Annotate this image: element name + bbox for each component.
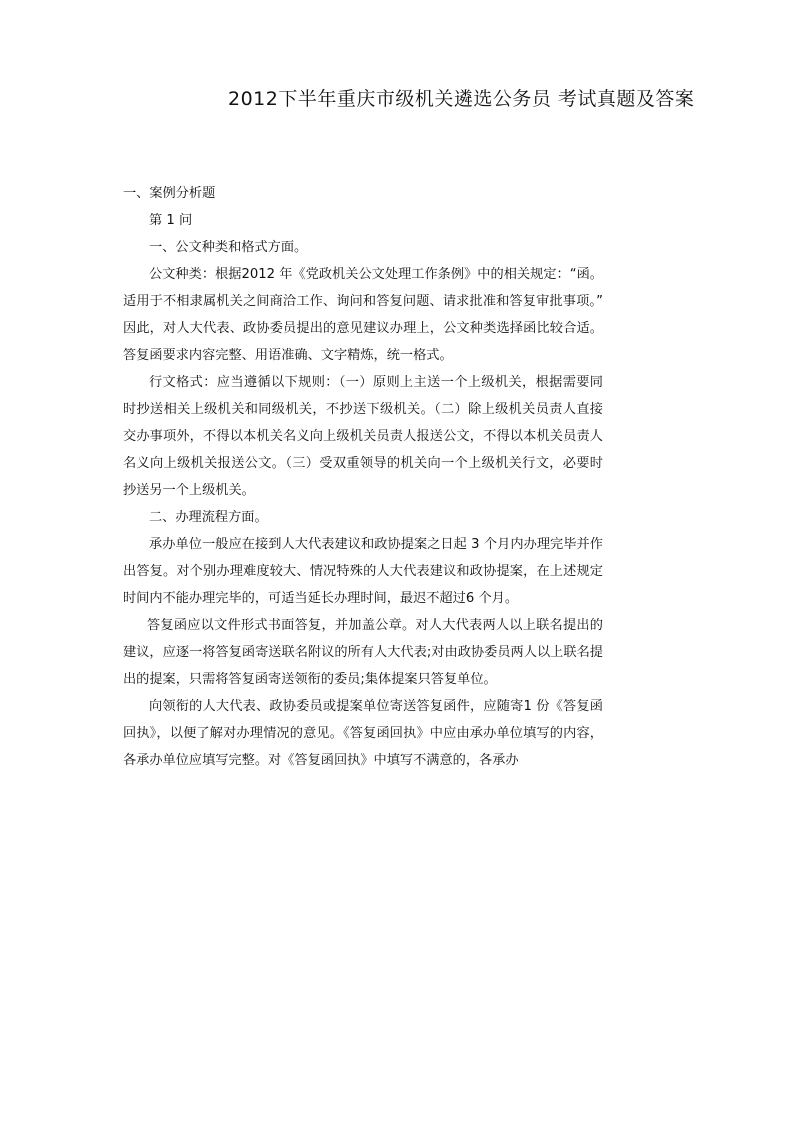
- paragraph: 答复函应以文件形式书面答复，并加盖公章。对人大代表两人以上联名提出的建议，应逐一将答复函寄送联名附议的所有人大代表;对由政协委员两人以上联名提出的提案，只需将答复函寄送领衔的委员;集体提案只答复单位。: [123, 618, 603, 687]
- paragraph: 公文种类：根据2012 年《党政机关公文处理工作条例》中的相关规定：“函。适用于不相隶属机关之间商洽工作、询问和答复问题、请求批准和答复审批事项。” 因此，对人大代表、政协委员提出的意见建议办理上，公文种类选择函比较合适。答复函要求内容完整、用语准确、文字精炼，统一格式。: [123, 267, 603, 363]
- paragraph: 承办单位一般应在接到人大代表建议和政协提案之日起 3 个月内办理完毕并作出答复。对个别办理难度较大、情况特殊的人大代表建议和政协提案，在上述规定时间内不能办理完毕的，可适当延长办理时间，最迟不超过6 个月。: [123, 537, 603, 606]
- paragraph: 行文格式：应当遵循以下规则：（一）原则上主送一个上级机关，根据需要同时抄送相关上级机关和同级机关，不抄送下级机关。（二）除上级机关员责人直接交办事项外，不得以本机关名义向上级机关员责人报送公文，不得以本机关员责人名义向上级机关报送公文。（三）受双重领导的机关向一个上级机关行文，必要时抄送另一个上级机关。: [123, 375, 603, 498]
- question-label-text: 第 1 问: [149, 213, 193, 228]
- section-heading: 一、案例分析题: [123, 186, 216, 201]
- document-body: [123, 180, 603, 774]
- subsection-heading: 一、公文种类和格式方面。: [149, 240, 308, 255]
- paragraph: 向领衔的人大代表、政协委员或提案单位寄送答复函件，应随寄1 份《答复函回执》，以便了解对办理情况的意见。《答复函回执》中应由承办单位填写的内容，各承办单位应填写完整。对《答复函回执》中填写不满意的，各承办: [123, 699, 603, 768]
- document-title: 2012下半年重庆市级机关遴选公务员 考试真题及答案: [228, 88, 695, 110]
- question-label: [123, 207, 603, 234]
- subsection-heading: 二、办理流程方面。: [149, 510, 268, 525]
